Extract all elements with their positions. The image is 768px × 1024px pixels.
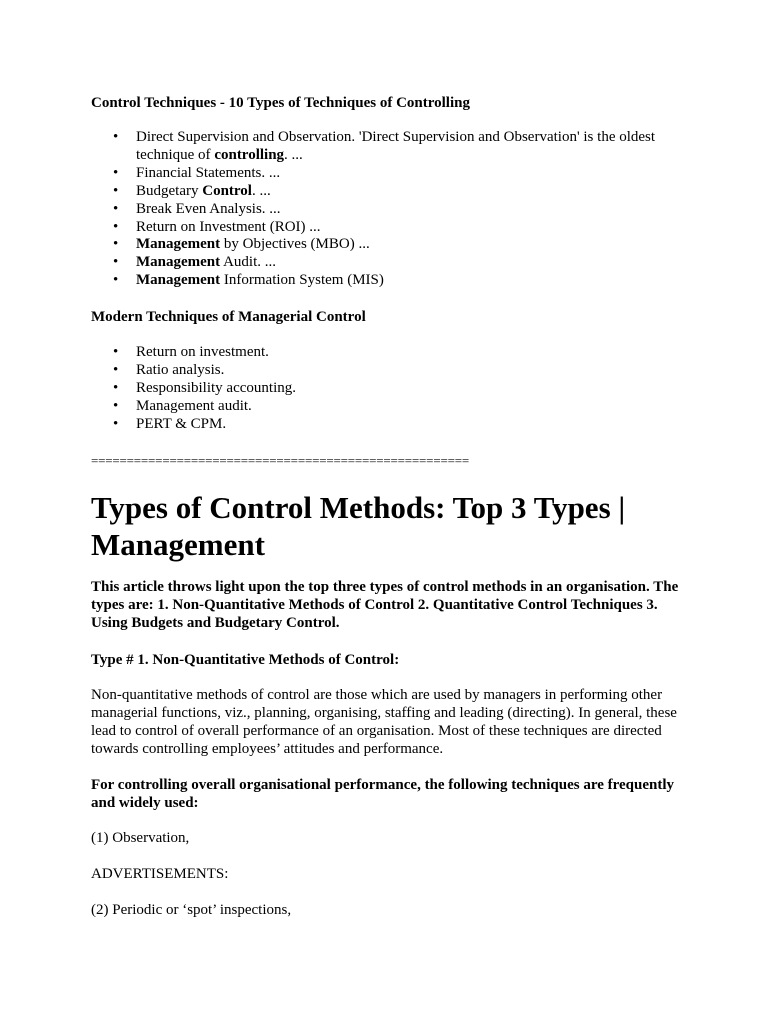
page-title: Types of Control Methods: Top 3 Types | Management — [91, 490, 626, 562]
list-item: • Management audit. — [91, 398, 691, 416]
list-item — [91, 272, 691, 290]
list-item: • Responsibility accounting. — [91, 380, 691, 398]
list-item: • Return on investment. — [91, 344, 691, 362]
list-item — [91, 236, 691, 254]
intro-paragraph: This article throws light upon the top three types of control methods in an organisation. The types are: 1. Non-Quantitative Methods of Control 2. Quantitative Control Techniques 3. Using Budgets and Budgetary Control. — [91, 579, 679, 631]
section-heading-control-techniques: Control Techniques - 10 Types of Techniques of Controlling — [91, 95, 470, 111]
bold-term: Management — [136, 272, 221, 289]
list-item-text: Information System (MIS) — [220, 272, 384, 289]
bold-term: controlling — [214, 146, 285, 163]
bold-term: Management — [136, 236, 221, 253]
list-item — [91, 183, 691, 201]
separator-line: ===================================================== — [91, 453, 469, 468]
list-item — [91, 219, 691, 237]
modern-techniques-list — [91, 344, 691, 434]
techniques-lead-paragraph: For controlling overall organisational performance, the following techniques are frequently and widely used: — [91, 777, 675, 811]
list-item-text: Financial Statements. ... — [136, 164, 281, 181]
list-item — [91, 129, 691, 165]
list-item — [91, 254, 691, 272]
bold-term: Management — [136, 254, 221, 271]
list-item-text: by Objectives (MBO) ... — [220, 236, 370, 253]
list-item: • PERT & CPM. — [91, 416, 691, 434]
list-item: • Ratio analysis. — [91, 362, 691, 380]
type1-heading: Type # 1. Non-Quantitative Methods of Control: — [91, 652, 400, 668]
list-item-text: Break Even Analysis. ... — [136, 200, 281, 217]
item-periodic-inspections: (2) Periodic or ‘spot’ inspections, — [91, 902, 292, 918]
list-item — [91, 165, 691, 183]
list-item-text: . ... — [251, 182, 271, 199]
control-techniques-list — [91, 129, 691, 290]
bold-term: Control — [202, 182, 252, 199]
list-item-text: Budgetary — [136, 182, 203, 199]
section-heading-modern-techniques: Modern Techniques of Managerial Control — [91, 309, 366, 325]
list-item — [91, 201, 691, 219]
list-item-text: . ... — [284, 146, 303, 163]
list-item-text: Audit. ... — [220, 254, 276, 271]
list-item-text: Return on Investment (ROI) ... — [136, 218, 321, 235]
item-observation: (1) Observation, — [91, 830, 190, 846]
list-item-text: Direct Supervision and Observation. 'Direct Supervision and Observation' is the oldest technique of — [136, 129, 656, 163]
type1-body-paragraph: Non-quantitative methods of control are those which are used by managers in performing other managerial functions, viz., planning, organising, staffing and leading (directing). In general, these lead to control of overall performance of an organisation. Most of these techniques are directed towards controlling employees’ attitudes and performance. — [91, 687, 677, 757]
advertisements-label: ADVERTISEMENTS: — [91, 866, 229, 882]
